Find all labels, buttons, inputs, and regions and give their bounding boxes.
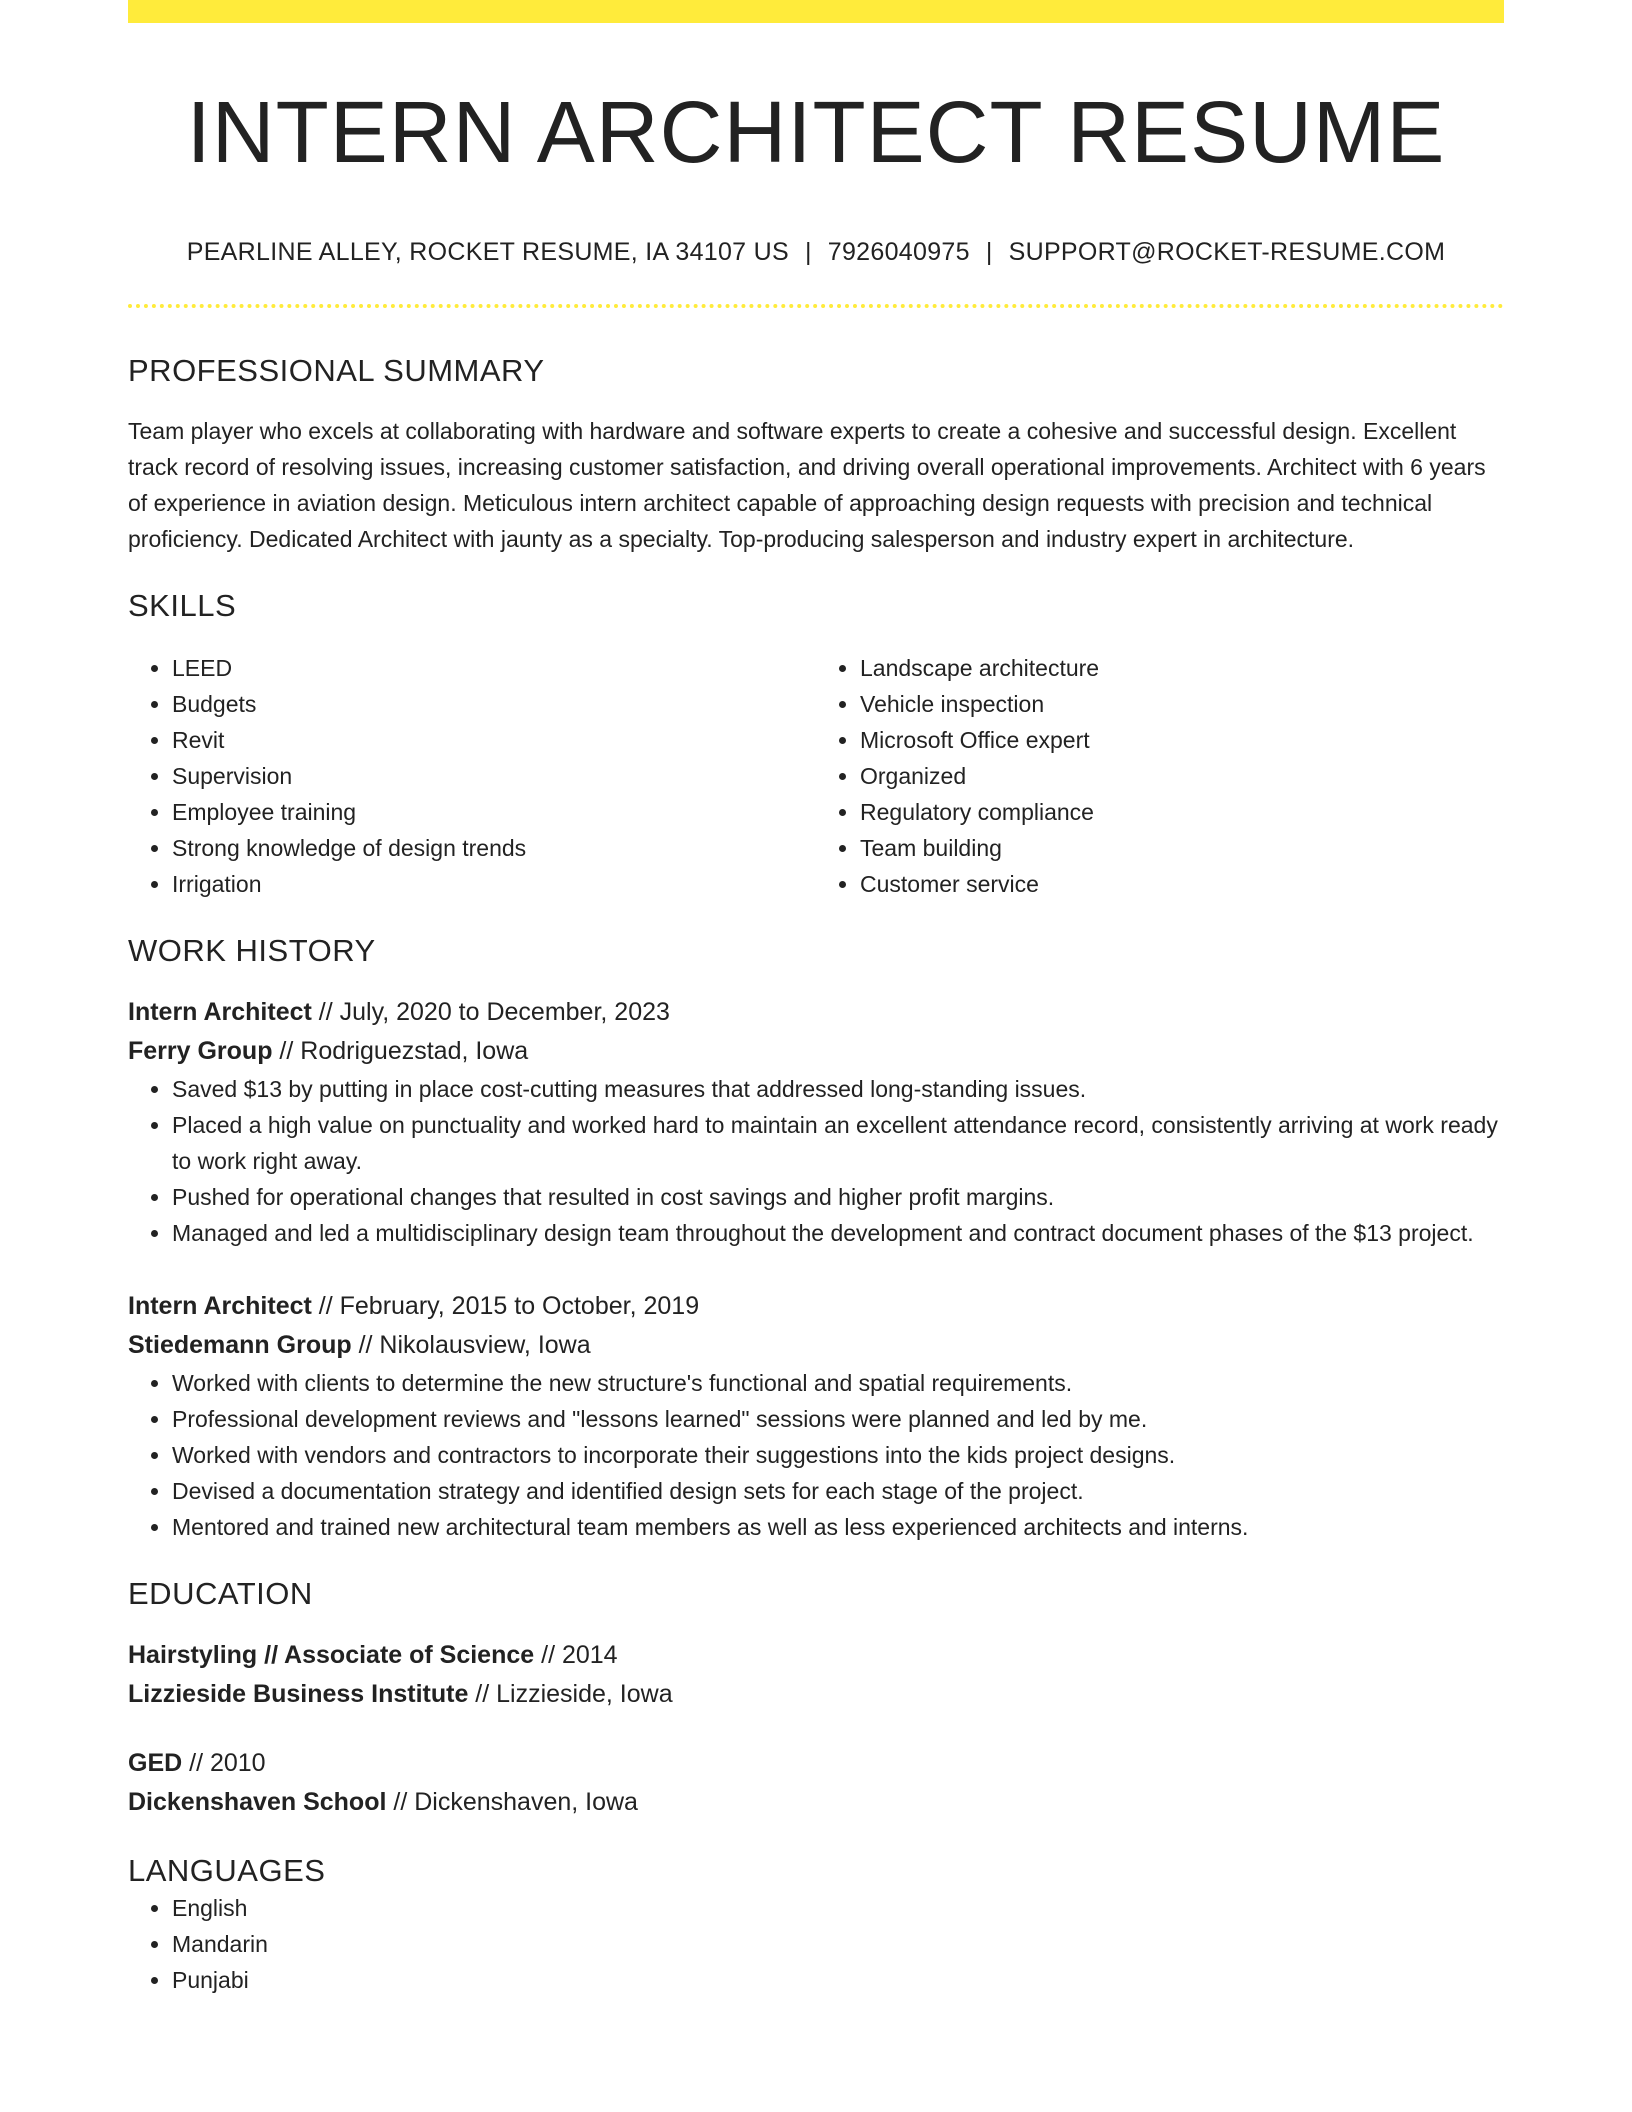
skill-item: • Regulatory compliance (860, 794, 1504, 830)
skill-item: • Vehicle inspection (860, 686, 1504, 722)
education-school-line (128, 1675, 1504, 1714)
job-bullet: • Mentored and trained new architectural team members as well as less experienced architects and interns. (172, 1509, 1504, 1545)
skill-item: • Microsoft Office expert (860, 722, 1504, 758)
job-bullet: • Devised a documentation strategy and identified design sets for each stage of the project. (172, 1473, 1504, 1509)
skill-item: • Strong knowledge of design trends (172, 830, 816, 866)
job-title-line (128, 993, 1504, 1032)
skill-item: • Irrigation (172, 866, 816, 902)
contact-address: PEARLINE ALLEY, ROCKET RESUME, IA 34107 US (186, 237, 789, 266)
skill-item: • Revit (172, 722, 816, 758)
job-bullet: • Worked with vendors and contractors to incorporate their suggestions into the kids project designs. (172, 1437, 1504, 1473)
contact-separator: | (985, 237, 993, 266)
skills-columns (128, 650, 1504, 902)
skill-item: • Budgets (172, 686, 816, 722)
job-company-line (128, 1326, 1504, 1365)
education-degree-line (128, 1744, 1504, 1783)
resume-title: INTERN ARCHITECT RESUME (186, 84, 1446, 181)
skills-list-left (128, 650, 816, 902)
language-item: • Mandarin (172, 1926, 1504, 1962)
skills-list-right (816, 650, 1504, 902)
job-dates: // February, 2015 to October, 2019 (311, 1292, 700, 1321)
skill-item: • Team building (860, 830, 1504, 866)
education-location: // Dickenshaven, Iowa (386, 1788, 638, 1817)
contact-line (128, 237, 1504, 267)
skill-item: • LEED (172, 650, 816, 686)
languages-heading: LANGUAGES (128, 1853, 326, 1889)
skills-heading: SKILLS (128, 587, 237, 623)
job-bullet: • Managed and led a multidisciplinary design team throughout the development and contract document phases of the $13 project. (172, 1215, 1504, 1251)
languages-list (128, 1890, 1504, 1998)
education-school-line (128, 1783, 1504, 1822)
education-degree: GED (128, 1749, 183, 1778)
job-title-line (128, 1287, 1504, 1326)
job-title: Intern Architect (128, 1292, 312, 1321)
education-degree: Hairstyling // Associate of Science (128, 1641, 535, 1670)
education-year: // 2010 (182, 1749, 266, 1778)
job-entry (128, 1287, 1504, 1545)
job-location: // Rodriguezstad, Iowa (272, 1037, 529, 1066)
job-company: Stiedemann Group (128, 1331, 352, 1360)
contact-separator: | (804, 237, 812, 266)
job-entry (128, 993, 1504, 1251)
dotted-divider (128, 304, 1504, 308)
education-location: // Lizzieside, Iowa (468, 1680, 673, 1709)
job-dates: // July, 2020 to December, 2023 (311, 998, 670, 1027)
job-bullet: • Worked with clients to determine the new structure's functional and spatial requirements. (172, 1365, 1504, 1401)
skill-item: • Customer service (860, 866, 1504, 902)
job-bullet: • Professional development reviews and "lessons learned" sessions were planned and led by me. (172, 1401, 1504, 1437)
education-year: // 2014 (534, 1641, 618, 1670)
education-heading: EDUCATION (128, 1576, 313, 1612)
language-item: • Punjabi (172, 1962, 1504, 1998)
job-bullet: • Placed a high value on punctuality and worked hard to maintain an excellent attendance record, consistently arriving at work ready to work right away. (172, 1107, 1504, 1179)
education-school: Dickenshaven School (128, 1788, 387, 1817)
contact-email: SUPPORT@ROCKET-RESUME.COM (1008, 237, 1446, 266)
job-title: Intern Architect (128, 998, 312, 1027)
skill-item: • Employee training (172, 794, 816, 830)
education-degree-line (128, 1636, 1504, 1675)
education-entry (128, 1636, 1504, 1714)
job-bullets (128, 1365, 1504, 1545)
job-bullets (128, 1071, 1504, 1251)
job-company-line (128, 1032, 1504, 1071)
summary-text: Team player who excels at collaborating with hardware and software experts to create a cohesive and successful design. Excellent track record of resolving issues, increasing customer satisfaction, and driving overall operational improvements. Architect with 6 years of experience in aviation design. Meticulous intern architect capable of approaching design requests with precision and technical proficiency. Dedicated Architect with jaunty as a specialty. Top-producing salesperson and industry expert in architecture. (128, 417, 1486, 552)
top-accent-bar (128, 0, 1504, 23)
summary-heading: PROFESSIONAL SUMMARY (128, 352, 545, 388)
contact-phone: 7926040975 (827, 237, 970, 266)
language-item: • English (172, 1890, 1504, 1926)
skill-item: • Organized (860, 758, 1504, 794)
job-location: // Nikolausview, Iowa (351, 1331, 591, 1360)
skill-item: • Supervision (172, 758, 816, 794)
education-entry (128, 1744, 1504, 1822)
job-bullet: • Saved $13 by putting in place cost-cutting measures that addressed long-standing issues. (172, 1071, 1504, 1107)
resume-page (128, 0, 1504, 1998)
job-company: Ferry Group (128, 1037, 273, 1066)
education-school: Lizzieside Business Institute (128, 1680, 469, 1709)
skill-item: • Landscape architecture (860, 650, 1504, 686)
job-bullet: • Pushed for operational changes that resulted in cost savings and higher profit margins. (172, 1179, 1504, 1215)
work-history-heading: WORK HISTORY (128, 933, 376, 969)
